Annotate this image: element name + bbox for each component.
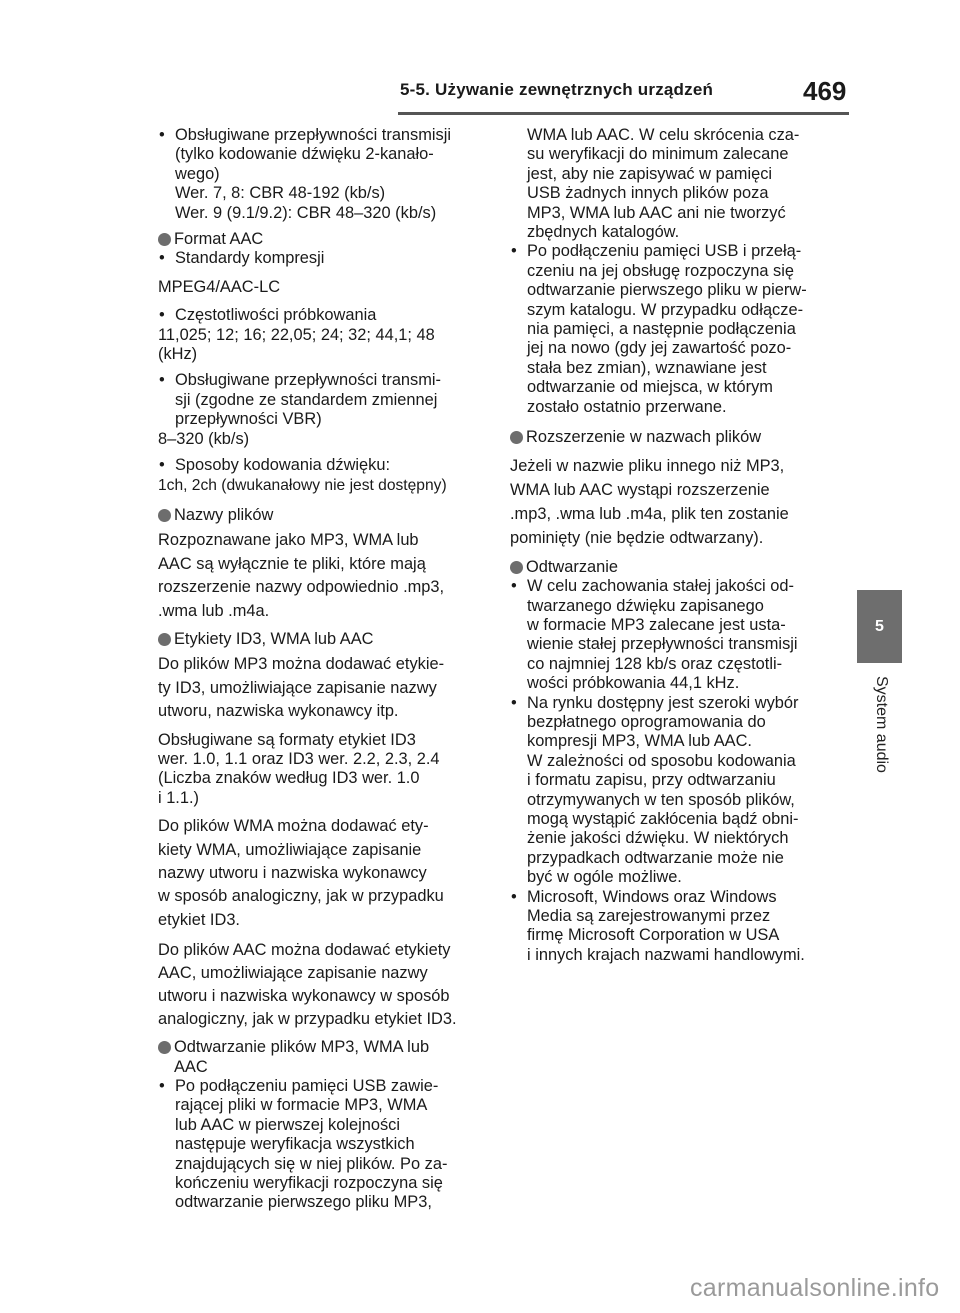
text-line: odtwarzanie pierwszego pliku MP3, (175, 1193, 432, 1212)
text-line: 8–320 (kb/s) (158, 429, 250, 448)
text-line: (tylko kodowanie dźwięku 2-kanało- (175, 145, 434, 164)
text-line: lub AAC w pierwszej kolejności (175, 1115, 401, 1134)
tags-paragraph-2 (158, 731, 488, 809)
circle-bullet-icon (510, 431, 523, 444)
aac-bullet-1 (158, 249, 488, 268)
text-line: WMA lub AAC wystąpi rozszerzenie (510, 480, 770, 499)
bullet-line: • Po podłączeniu pamięci USB i przełą- (510, 242, 840, 261)
text-line: 11,025; 12; 16; 22,05; 24; 32; 44,1; 48 (158, 325, 435, 344)
text-line: Jeżeli w nazwie pliku innego niż MP3, (510, 456, 785, 475)
extension-paragraph (510, 454, 840, 551)
text-line: stała bez zmian), wznawiane jest (527, 358, 767, 377)
text-line: bezpłatnego oprogramowania do (527, 712, 766, 731)
text-line: Do plików MP3 można dodawać etykie- (158, 655, 445, 674)
watermark-link[interactable]: carmanualsonline.info (690, 1274, 940, 1302)
text-line: analogiczny, jak w przypadku etykiet ID3. (158, 1010, 457, 1029)
text-line: (Liczba znaków według ID3 wer. 1.0 (158, 769, 420, 788)
text-line: kiety WMA, umożliwiające zapisanie (158, 840, 422, 859)
circle-bullet-icon (158, 1041, 171, 1054)
tags-paragraph-3 (158, 815, 488, 932)
bullet-line: • Częstotliwości próbkowania (158, 306, 488, 325)
text-line: Do plików AAC można dodawać etykiety (158, 941, 451, 960)
subheading-text: Nazwy plików (174, 505, 274, 524)
text-line: szym katalogu. W przypadku odłącze- (527, 300, 804, 319)
circle-bullet-icon (510, 561, 523, 574)
bullet-line: • Po podłączeniu pamięci USB zawie- (158, 1077, 488, 1096)
text-line: jej na nowo (gdy jej zawartość pozo- (527, 339, 792, 358)
text-line: i 1.1.) (158, 788, 199, 807)
text-line: rającej pliki w formacie MP3, WMA (175, 1096, 428, 1115)
bullet-line: • Obsługiwane przepływności transmi- (158, 371, 488, 390)
text-line: rozszerzenie nazwy odpowiednio .mp3, (158, 578, 445, 597)
text-line: W zależności od sposobu kodowania (527, 751, 796, 770)
subheading-names (158, 506, 488, 525)
text-line: kończeniu weryfikacji rozpoczyna się (175, 1174, 443, 1193)
text-line: przypadkach odtwarzanie może nie (527, 848, 784, 867)
left-column (158, 126, 488, 1220)
names-paragraph (158, 529, 488, 623)
aac-bullet-4 (158, 456, 488, 495)
chapter-tab[interactable] (857, 590, 902, 663)
text-line: .wma lub .m4a. (158, 601, 270, 620)
text-line: wer. 1.0, 1.1 oraz ID3 wer. 2.2, 2.3, 2.4 (158, 749, 440, 768)
subheading-text: Rozszerzenie w nazwach plików (526, 428, 762, 447)
text-line: Do plików WMA można dodawać ety- (158, 817, 429, 836)
aac-bullet-2 (158, 306, 488, 364)
text-line: wienie stałej przepływności transmisji (527, 635, 798, 654)
text-line: przepływności VBR) (175, 410, 322, 429)
text-line: zostało ostatnio przerwane. (527, 397, 727, 416)
tags-paragraph-1 (158, 653, 488, 723)
circle-bullet-icon (158, 633, 171, 646)
text-line: Wer. 9 (9.1/9.2): CBR 48–320 (kb/s) (175, 203, 437, 222)
text-line: nia pamięci, a następnie podłączenia (527, 320, 796, 339)
text-line: AAC, umożliwiające zapisanie nazwy (158, 964, 428, 983)
text-line: co najmniej 128 kb/s oraz częstotli- (527, 654, 783, 673)
text-line: nazwy utworu i nazwiska wykonawcy (158, 864, 427, 882)
text-line: i formatu zapisu, przy odtwarzaniu (527, 771, 776, 790)
circle-bullet-icon (158, 509, 171, 522)
section-title: 5-5. Używanie zewnętrznych urządzeń (400, 80, 714, 99)
text-line: wego) (175, 164, 220, 183)
aac-bullet-3 (158, 371, 488, 449)
text-line: utworu i nazwiska wykonawcy w sposób (158, 987, 450, 1006)
subheading-extension (510, 428, 840, 447)
right-column (510, 126, 840, 972)
subheading-text: Etykiety ID3, WMA lub AAC (174, 629, 374, 648)
subheading-odtwarzanie (510, 558, 840, 577)
bullet-line: • Standardy kompresji (158, 249, 488, 268)
text-line: .mp3, .wma lub .m4a, plik ten zostanie (510, 505, 789, 524)
text-line: zbędnych katalogów. (527, 223, 680, 242)
bullet-line: • Microsoft, Windows oraz Windows (510, 888, 840, 907)
text-line: wości próbkowania 44,1 kHz. (527, 674, 740, 693)
text-line: pominięty (nie będzie odtwarzany). (510, 529, 764, 548)
text-line: następuje weryfikacja wszystkich (175, 1135, 415, 1154)
playback-bullet-continued (510, 126, 840, 417)
text-line: AAC są wyłącznie te pliki, które mają (158, 554, 426, 573)
text-line: w formacie MP3 zalecane jest usta- (527, 615, 786, 634)
text-line: Rozpoznawane jako MP3, WMA lub (158, 531, 419, 550)
text-line: żenie jakości dźwięku. W niektórych (527, 829, 789, 848)
text-line: odtwarzanie pierwszego pliku w pierw- (527, 281, 807, 300)
page-number: 469 (803, 76, 847, 106)
header-rule (398, 112, 849, 115)
bullet-line: • Na rynku dostępny jest szeroki wybór (510, 694, 840, 713)
text-line: su weryfikacji do minimum zalecane (527, 145, 789, 164)
text-line: 1ch, 2ch (dwukanałowy nie jest dostępny) (158, 476, 447, 494)
text-line: twarzanego dźwięku zapisanego (527, 596, 764, 615)
subheading-aac (158, 230, 488, 249)
text-line: ty ID3, umożliwiające zapisanie nazwy (158, 678, 437, 697)
text-line: mogą wystąpić zakłócenia bądź obni- (527, 809, 799, 828)
text-line: firmę Microsoft Corporation w USA (527, 926, 780, 945)
text-line: być w ogóle możliwe. (527, 868, 682, 887)
text-line: MP3, WMA lub AAC ani nie tworzyć (527, 203, 786, 222)
text-line: otrzymywanych w ten sposób plików, (527, 790, 795, 809)
subheading-text: Odtwarzanie (526, 557, 619, 576)
text-line: etykiet ID3. (158, 910, 240, 929)
subheading-text: Format AAC (174, 230, 264, 249)
circle-bullet-icon (158, 233, 171, 246)
text-line: utworu, nazwiska wykonawcy itp. (158, 702, 399, 721)
text-line: czeniu na jej obsługę rozpoczyna się (527, 261, 794, 280)
text-line: jest, aby nie zapisywać w pamięci (527, 164, 773, 183)
text-line: (kHz) (158, 345, 198, 364)
bullet-line: • Obsługiwane przepływności transmisji (158, 126, 488, 145)
text-line: WMA lub AAC. W celu skrócenia cza- (527, 126, 800, 144)
text-line: Obsługiwane są formaty etykiet ID3 (158, 730, 416, 749)
bitrate-bullet (158, 126, 488, 223)
playback-bullet (158, 1077, 488, 1213)
chapter-number: 5 (875, 617, 884, 635)
text-line: USB żadnych innych plików poza (527, 184, 769, 203)
subheading-text: AAC (174, 1057, 208, 1076)
subheading-text: Odtwarzanie plików MP3, WMA lub (174, 1038, 430, 1057)
bullet-line: • W celu zachowania stałej jakości od- (510, 577, 840, 596)
text-line: w sposób analogiczny, jak w przypadku (158, 887, 444, 906)
text-line: odtwarzanie od miejsca, w którym (527, 378, 773, 397)
odtwarzanie-bullets (510, 577, 840, 965)
chapter-title: System audio (873, 676, 890, 773)
text-line: kompresji MP3, WMA lub AAC. (527, 732, 752, 751)
subheading-playback (158, 1038, 488, 1057)
text-line: i innych krajach nazwami handlowymi. (527, 945, 805, 964)
subheading-tags (158, 630, 488, 649)
text-line: znajdujących się w niej plików. Po za- (175, 1154, 448, 1173)
aac-value-1: MPEG4/AAC-LC (158, 277, 281, 296)
tags-paragraph-4 (158, 939, 488, 1031)
text-line: sji (zgodne ze standardem zmiennej (175, 390, 438, 409)
text-line: Wer. 7, 8: CBR 48-192 (kb/s) (175, 184, 386, 203)
bullet-line: • Sposoby kodowania dźwięku: (158, 456, 488, 475)
text-line: Media są zarejestrowanymi przez (527, 907, 771, 925)
